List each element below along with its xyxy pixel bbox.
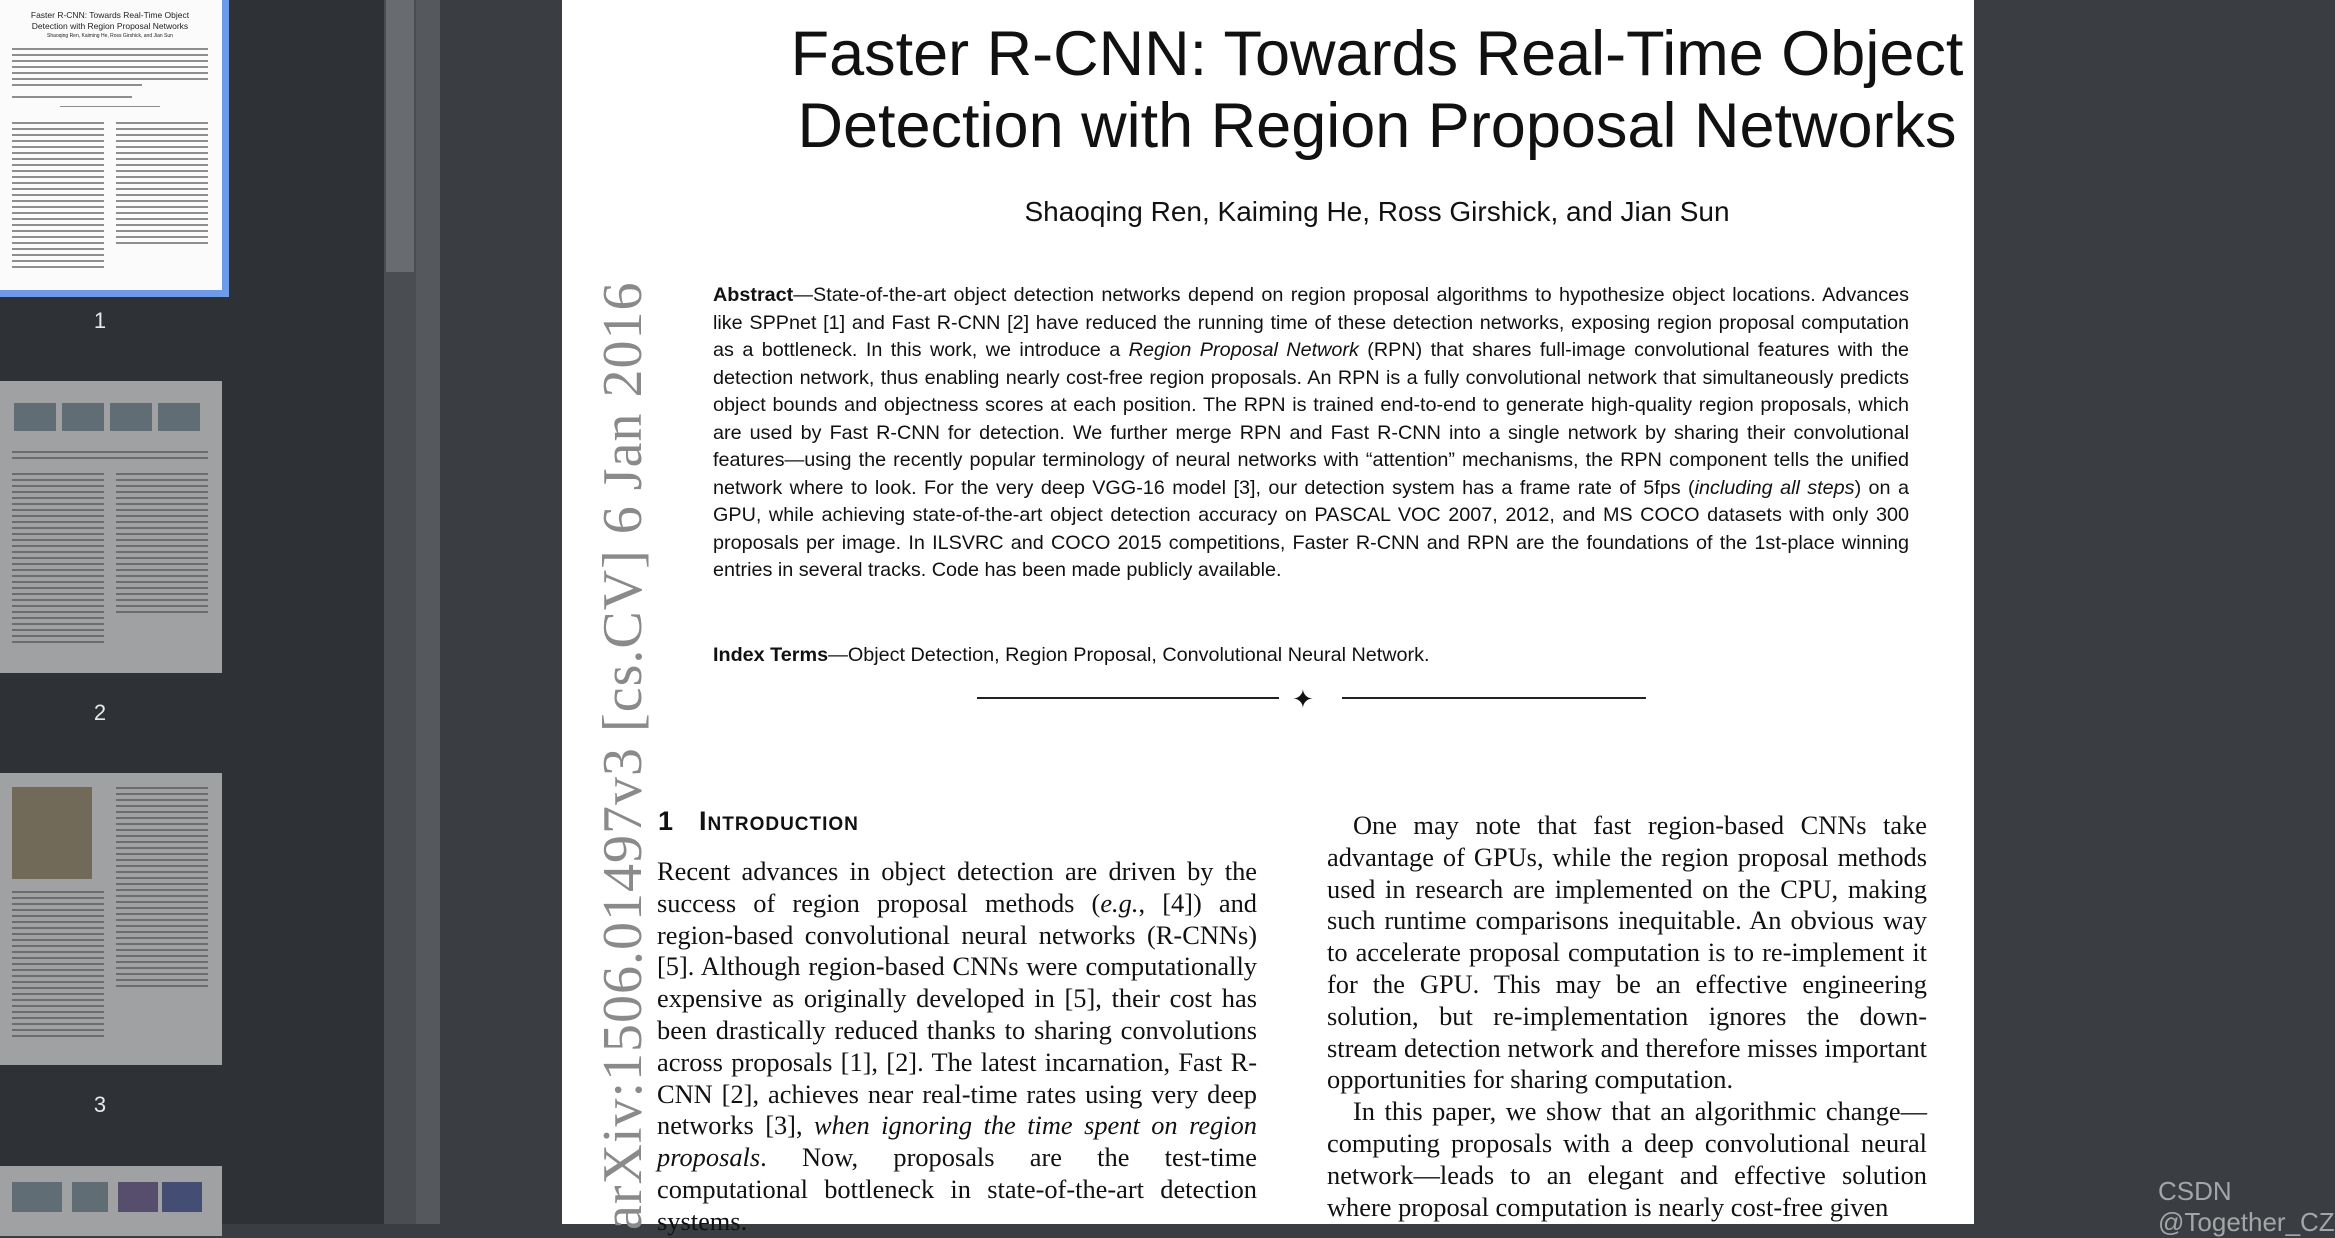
right-column xyxy=(1327,810,1927,1223)
page-thumbnail-2[interactable] xyxy=(0,381,222,673)
separator-rule-right xyxy=(1342,697,1646,699)
watermark: CSDN @Together_CZ xyxy=(2158,1176,2335,1237)
document-page xyxy=(562,0,2335,1237)
thumbnail-sidebar xyxy=(0,0,384,1224)
arxiv-identifier-stamp: arXiv:1506.01497v3 [cs.CV] 6 Jan 2016 xyxy=(592,281,654,1230)
thumbnail-page-number: 2 xyxy=(93,700,107,725)
thumbnail-page-number: 3 xyxy=(93,1092,107,1117)
paper-title-line-1: Faster R-CNN: Towards Real-Time Object xyxy=(790,19,1964,89)
separator-rule-left xyxy=(977,697,1279,699)
thumbnail-page-number: 1 xyxy=(93,308,107,333)
thumbnail-scrollbar-thumb[interactable] xyxy=(386,0,414,272)
page-thumbnail-4[interactable] xyxy=(0,1166,222,1236)
paper-title-line-2: Detection with Region Proposal Networks xyxy=(797,91,1957,161)
left-column: Recent advances in object detection are driven by the success of region proposal methods (e.g., [4]) and region-based convolutional neural networks (R-CNNs) [5]. Although region-based CNNs were computationally expensive as originally developed in [5], their cost has been drastically reduced thanks to sharing convolutions across proposals [1], [2]. The latest incarnation, Fast R-CNN [2], achieves near real-time rates using very deep networks [3], when ignoring the time spent on region proposals. Now, proposals are the test-time computational bottleneck in state-of-the-art detection systems. xyxy=(657,856,1257,1236)
paragraph: One may note that fast region-based CNNs take advantage of GPUs, while the region proposal methods used in research are implemented on the CPU, making such runtime comparisons inequitable. An obvious way to accelerate proposal computation is to re-implement it for the GPU. This may be an effective engineering solution, but re-implementation ignores the down-stream detection network and therefore misses important opportunities for sharing computation. xyxy=(1327,810,1927,1095)
abstract: Abstract—State-of-the-art object detection networks depend on region proposal algorithms to hypothesize object locations. Advances like SPPnet [1] and Fast R-CNN [2] have reduced the running time of these detection networks, exposing region proposal computation as a bottleneck. In this work, we introduce a Region Proposal Network (RPN) that shares full-image convolutional features with the detection network, thus enabling nearly cost-free region proposals. An RPN is a fully convolutional network that simultaneously predicts object bounds and objectness scores at each position. The RPN is trained end-to-end to generate high-quality region proposals, which are used by Fast R-CNN for detection. We further merge RPN and Fast R-CNN into a single network by sharing their convolutional features—using the recently popular terminology of neural networks with “attention” mechanisms, the RPN component tells the unified network where to look. For the very deep VGG-16 model [3], our detection system has a frame rate of 5fps (including all steps) on a GPU, while achieving state-of-the-art object detection accuracy on PASCAL VOC 2007, 2012, and MS COCO datasets with only 300 proposals per image. In ILSVRC and COCO 2015 competitions, Faster R-CNN and RPN are the foundations of the 1st-place winning entries in several tracks. Code has been made publicly available. xyxy=(713,284,1909,581)
paper-authors: Shaoqing Ren, Kaiming He, Ross Girshick, and Jian Sun xyxy=(1024,196,1730,227)
thumbnail-title: Faster R-CNN: Towards Real-Time Object Detection with Region Proposal Networks Shaoqing Ren, Kaiming He, Ross Girshick, and Jian Sun xyxy=(30,10,190,39)
page-thumbnail-3[interactable] xyxy=(0,773,222,1065)
index-terms: Index Terms—Object Detection, Region Proposal, Convolutional Neural Network. xyxy=(713,644,1430,666)
paragraph: In this paper, we show that an algorithmic change—computing proposals with a deep convolutional neural network—leads to an elegant and effective solution where proposal computation is nearly cost-free given xyxy=(1327,1096,1927,1222)
page-thumbnail-1[interactable] xyxy=(0,0,222,290)
separator-diamond-icon: ✦ xyxy=(1292,684,1314,714)
index-terms-label: Index Terms xyxy=(713,644,829,666)
abstract-label: Abstract xyxy=(713,284,794,306)
viewer-gutter xyxy=(416,0,440,1224)
section-heading: 1 Introduction xyxy=(658,806,859,836)
